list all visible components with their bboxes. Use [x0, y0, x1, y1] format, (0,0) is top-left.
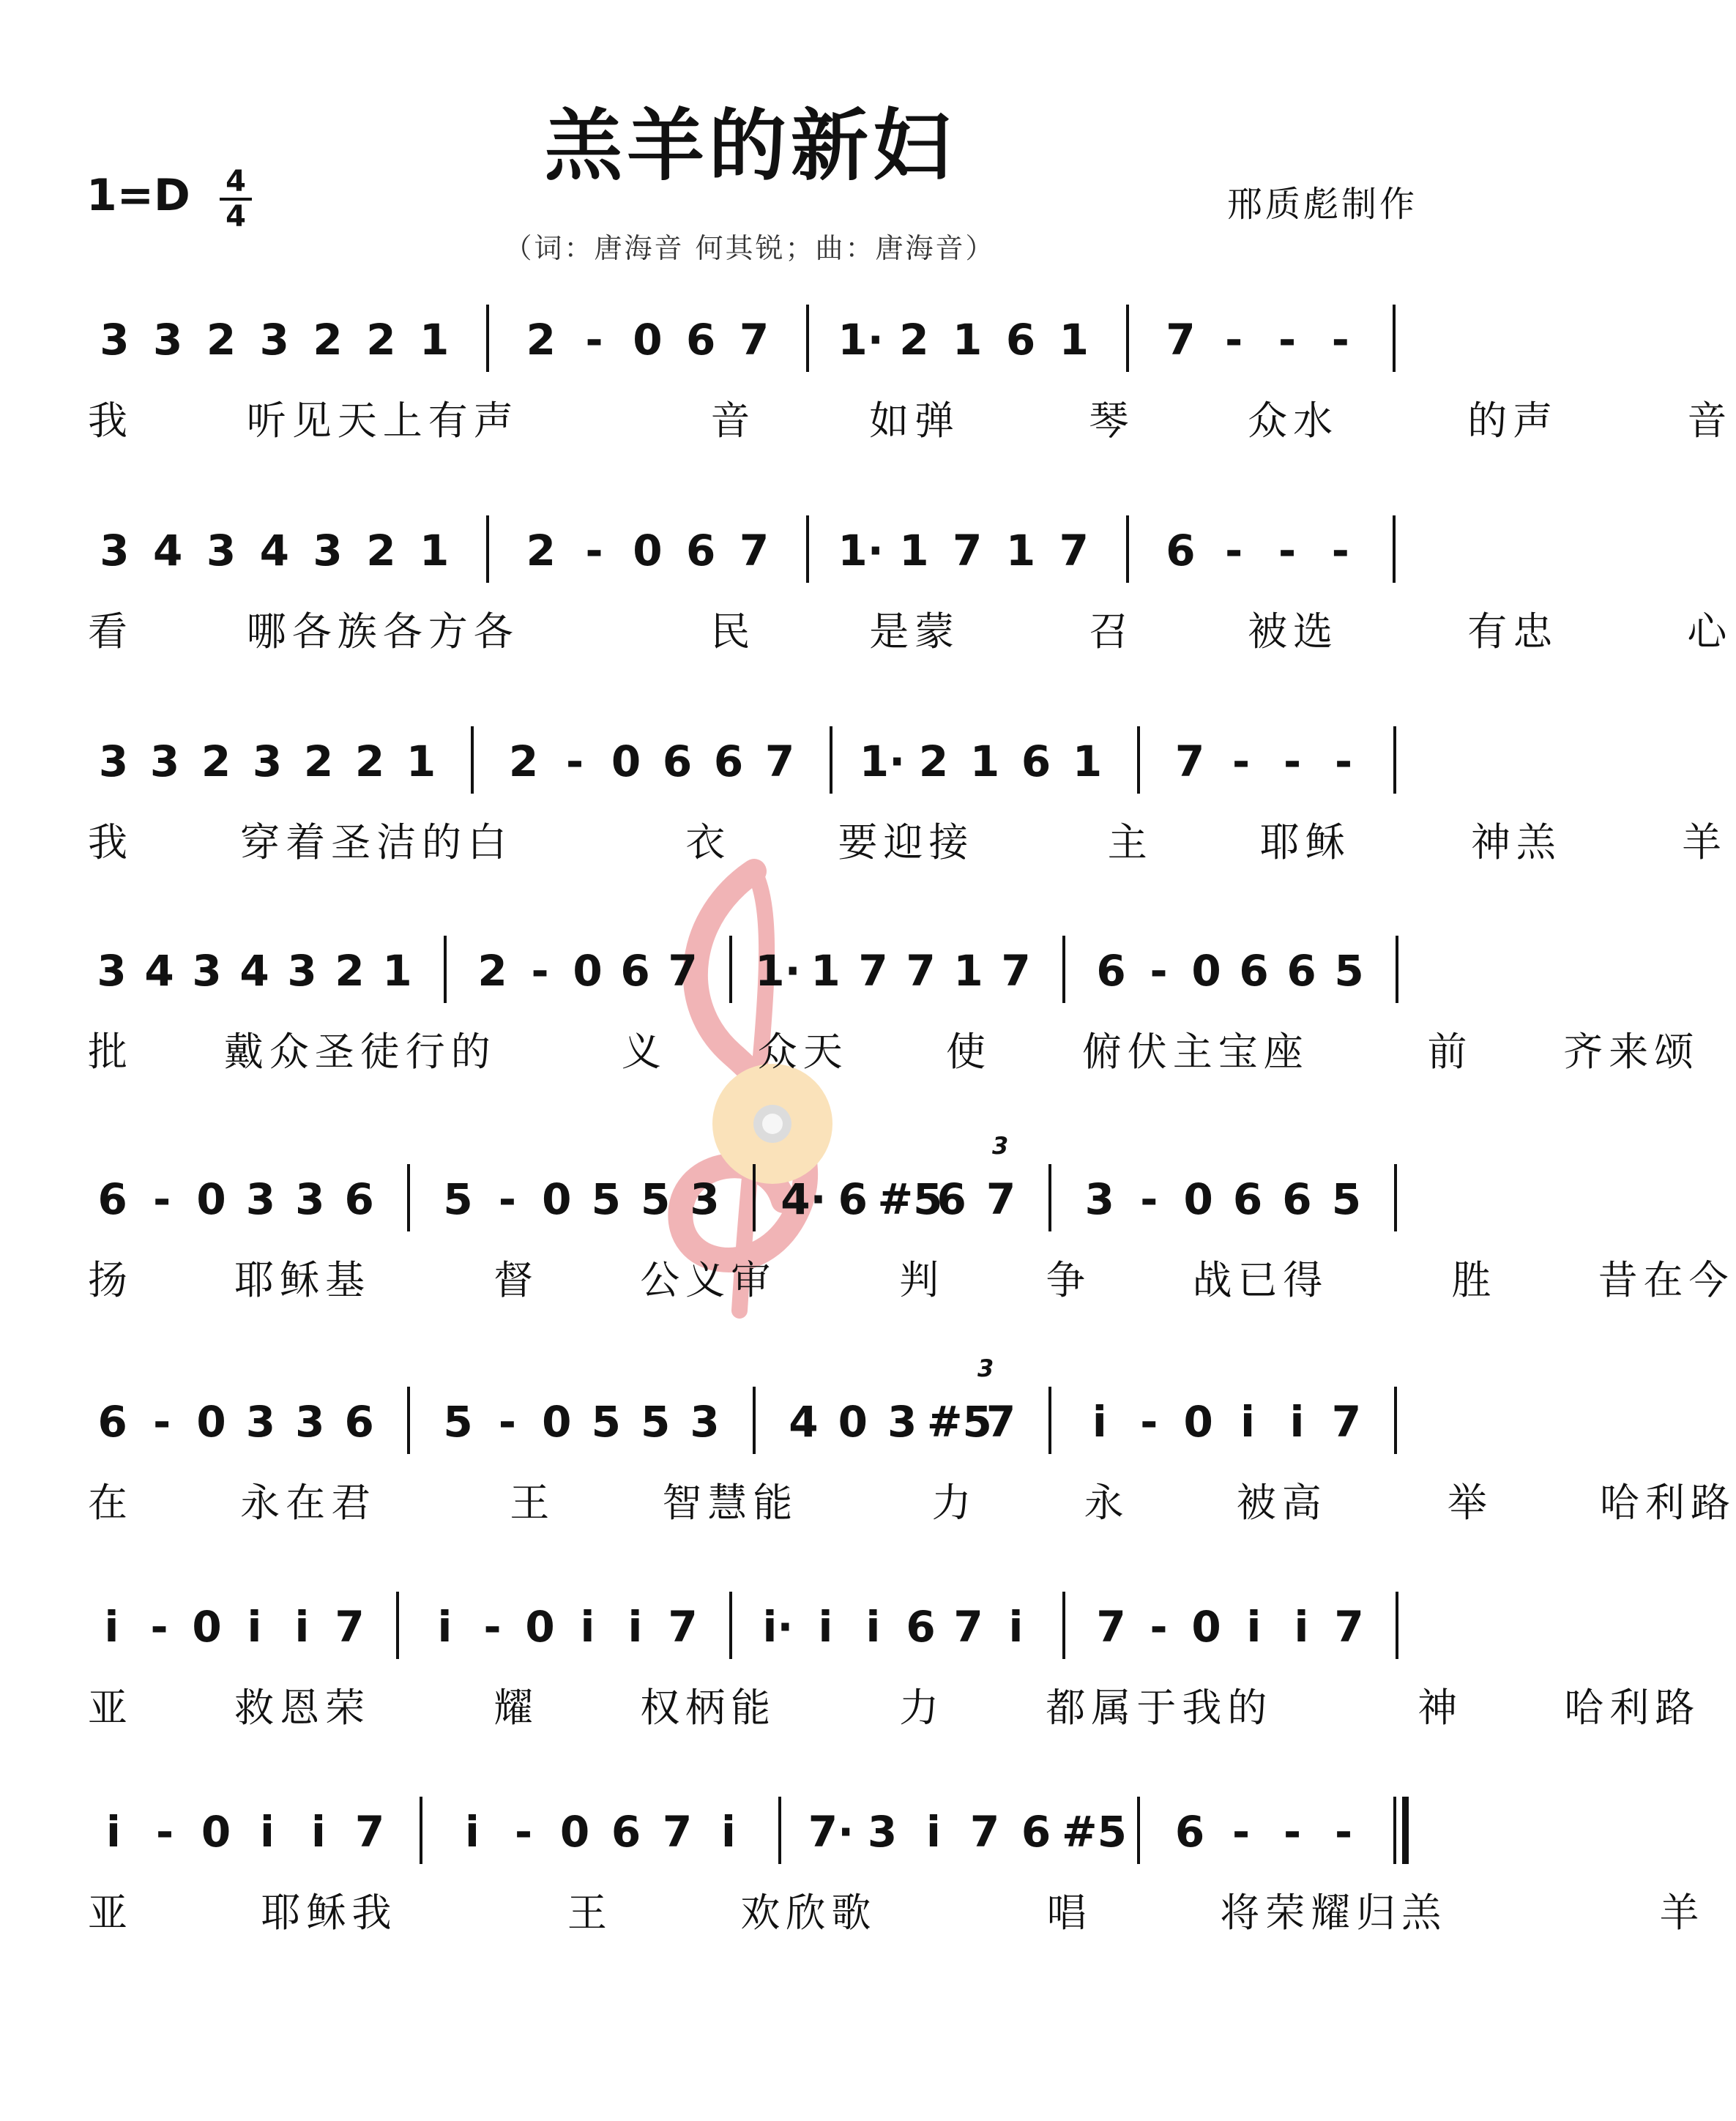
lyric-word: 胜 — [1451, 1257, 1497, 1303]
note: - — [565, 737, 584, 786]
note: 3 — [1084, 1174, 1115, 1224]
lyric-word: 判 — [899, 1257, 945, 1303]
note: 6 — [713, 737, 744, 786]
note: 1 — [406, 737, 436, 786]
note: - — [514, 1807, 533, 1857]
lyric-word: 众水 — [1248, 398, 1339, 444]
lyric-word: 心 — [1687, 608, 1733, 655]
note: 6 — [906, 1602, 936, 1652]
note: 7· — [808, 1807, 854, 1857]
note: 6 — [1021, 1807, 1051, 1857]
note: 6 — [1174, 1807, 1205, 1857]
note: 7 — [953, 1602, 983, 1652]
lyric-word: 我 — [88, 398, 133, 444]
note: 7 — [662, 1807, 693, 1857]
lyric-word: 哈利路 — [1600, 1480, 1736, 1526]
note: 6 — [1282, 1174, 1312, 1224]
note: 6 — [344, 1174, 374, 1224]
lyric-word: 戴众圣徒行的 — [223, 1029, 496, 1075]
lyric-word: 看 — [88, 608, 133, 655]
note: 3 — [252, 737, 283, 786]
note: i — [627, 1602, 643, 1652]
note: 6 — [662, 737, 693, 786]
note: - — [1225, 315, 1243, 365]
note: - — [585, 315, 603, 365]
note: i — [865, 1602, 881, 1652]
note: - — [498, 1397, 516, 1447]
note: - — [153, 1397, 171, 1447]
lyric-word: 前 — [1427, 1029, 1473, 1075]
note: 1· — [838, 315, 884, 365]
note: - — [1331, 315, 1349, 365]
note: 5 — [1331, 1174, 1362, 1224]
note: 7 — [1096, 1602, 1126, 1652]
note: i — [721, 1807, 736, 1857]
note: - — [483, 1602, 502, 1652]
note: 0 — [611, 737, 641, 786]
lyric-word: 哈利路 — [1564, 1685, 1701, 1731]
note: 1 — [899, 526, 929, 575]
note: 2 — [201, 737, 231, 786]
note: i — [818, 1602, 833, 1652]
author-credit: 邢质彪制作 — [1226, 184, 1418, 225]
note: 7 — [354, 1807, 385, 1857]
note: 0 — [192, 1602, 222, 1652]
note: 6 — [1239, 946, 1269, 996]
note: i — [1092, 1397, 1107, 1447]
note: 4 — [259, 526, 289, 575]
note: 0 — [1183, 1397, 1213, 1447]
note: 4 — [789, 1397, 819, 1447]
lyric-word: 羊 — [1682, 819, 1728, 865]
note: 3 — [98, 737, 129, 786]
note: 2 — [335, 946, 365, 996]
note: - — [1331, 526, 1349, 575]
lyric-word: 神羔 — [1470, 819, 1562, 865]
lyric-word: 力 — [899, 1685, 945, 1731]
lyric-word: 耶稣基 — [234, 1257, 371, 1303]
note: #5 — [1062, 1807, 1127, 1857]
lyric-word: 我 — [88, 819, 133, 865]
note: i — [247, 1602, 262, 1652]
note: 0 — [196, 1397, 226, 1447]
note: 3 — [295, 1174, 325, 1224]
lyric-word: 将荣耀归羔 — [1220, 1890, 1448, 1936]
note: 2 — [354, 737, 385, 786]
note: 7 — [1059, 526, 1089, 575]
note: - — [1334, 737, 1353, 786]
lyric-word: 被选 — [1248, 608, 1339, 655]
lyric-word: 主 — [1107, 819, 1153, 865]
note: 3 — [690, 1397, 720, 1447]
note: - — [1225, 526, 1243, 575]
note: 1 — [969, 737, 1000, 786]
note: 1· — [838, 526, 884, 575]
note: 1 — [420, 526, 450, 575]
lyric-word: 亚 — [88, 1890, 133, 1936]
note: 7 — [1001, 946, 1031, 996]
lyric-word: 扬 — [88, 1257, 133, 1303]
note: 5 — [443, 1174, 473, 1224]
note: #5 — [926, 1397, 992, 1447]
note: i — [294, 1602, 310, 1652]
note: 0 — [1183, 1174, 1213, 1224]
lyric-word: 争 — [1046, 1257, 1092, 1303]
note: i· — [762, 1602, 794, 1652]
note: 6 — [620, 946, 650, 996]
note: 6 — [1021, 737, 1051, 786]
lyric-word: 公义审 — [640, 1257, 777, 1303]
note: 2 — [899, 315, 929, 365]
note: 7 — [764, 737, 795, 786]
note: 0 — [633, 315, 663, 365]
note: 2 — [206, 315, 236, 365]
note: 6 — [686, 526, 716, 575]
notation-line — [0, 1807, 1500, 1873]
lyric-word: 王 — [510, 1480, 556, 1526]
note: i — [1240, 1397, 1255, 1447]
note: 5 — [640, 1174, 671, 1224]
note: i — [926, 1807, 941, 1857]
note: - — [1334, 1807, 1353, 1857]
note: 5 — [591, 1174, 621, 1224]
note: i — [1008, 1602, 1024, 1652]
lyric-word: 衣 — [685, 819, 731, 865]
note: - — [1150, 1602, 1168, 1652]
note: 2 — [508, 737, 539, 786]
lyric-word: 批 — [88, 1029, 133, 1075]
meter-top: 4 — [226, 165, 246, 198]
lyric-word: 羊 — [1659, 1890, 1705, 1936]
notation-line — [0, 1602, 1500, 1668]
lyric-word: 哪各族各方各 — [246, 608, 519, 655]
note: 1 — [1059, 315, 1089, 365]
note: 2 — [477, 946, 507, 996]
note: - — [498, 1174, 516, 1224]
lyric-word: 音 — [710, 398, 756, 444]
note: 7 — [668, 1602, 698, 1652]
note: 0 — [1191, 1602, 1221, 1652]
note: 7 — [986, 1397, 1016, 1447]
note: 6 — [686, 315, 716, 365]
lyric-word: 王 — [567, 1890, 613, 1936]
lyric-word: 听见天上有声 — [246, 398, 519, 444]
lyric-word: 是蒙 — [869, 608, 961, 655]
note: 3 — [690, 1174, 720, 1224]
note: 3 — [287, 946, 317, 996]
note: 0 — [542, 1397, 572, 1447]
note: 7 — [668, 946, 698, 996]
note: 7 — [1334, 1602, 1364, 1652]
lyric-word: 都属于我的 — [1046, 1685, 1273, 1731]
note: 4 — [144, 946, 174, 996]
note: 6 — [1232, 1174, 1263, 1224]
note: 3 — [153, 315, 183, 365]
note: 7 — [1331, 1397, 1362, 1447]
note: 1 — [953, 946, 983, 996]
note: - — [1283, 737, 1302, 786]
note: - — [1150, 946, 1168, 996]
note: 1 — [1005, 526, 1036, 575]
lyric-word: 举 — [1447, 1480, 1493, 1526]
note: 5 — [1334, 946, 1364, 996]
note: 6 — [1005, 315, 1036, 365]
lyric-word: 召 — [1089, 608, 1135, 655]
lyric-word: 永在君 — [240, 1480, 377, 1526]
lyric-word: 唱 — [1046, 1890, 1092, 1936]
lyric-word: 俯伏主宝座 — [1081, 1029, 1309, 1075]
note: 0 — [525, 1602, 555, 1652]
key-signature: 1=D — [86, 170, 190, 221]
lyric-word: 耶稣 — [1259, 819, 1351, 865]
lyric-word: 欢欣歌 — [740, 1890, 877, 1936]
note: - — [585, 526, 603, 575]
note: 7 — [739, 315, 770, 365]
note: 2 — [366, 315, 396, 365]
note: 6 — [838, 1174, 868, 1224]
triplet-mark: 3 — [992, 1132, 1009, 1160]
lyric-word: 使 — [946, 1029, 991, 1075]
song-title: 羔羊的新妇 — [545, 101, 955, 191]
note: 7 — [969, 1807, 1000, 1857]
note: 0 — [559, 1807, 590, 1857]
lyric-word: 的声 — [1467, 398, 1559, 444]
note: 0 — [633, 526, 663, 575]
note: 3 — [245, 1174, 276, 1224]
triplet-mark: 3 — [977, 1354, 994, 1382]
lyric-word: 神 — [1418, 1685, 1464, 1731]
note: 5 — [591, 1397, 621, 1447]
note: 0 — [196, 1174, 226, 1224]
note: 2 — [526, 315, 556, 365]
note: 5 — [640, 1397, 671, 1447]
note: 2 — [918, 737, 949, 786]
note: 7 — [1174, 737, 1205, 786]
note: i — [106, 1807, 121, 1857]
note: 1· — [859, 737, 906, 786]
note: 7 — [739, 526, 770, 575]
note: i — [1289, 1397, 1305, 1447]
note: - — [150, 1602, 168, 1652]
lyric-word: 被高 — [1236, 1480, 1327, 1526]
note: 1 — [382, 946, 412, 996]
note: 2 — [526, 526, 556, 575]
note: 3 — [192, 946, 222, 996]
note: 0 — [573, 946, 603, 996]
note: - — [1283, 1807, 1302, 1857]
lyric-word: 民 — [710, 608, 756, 655]
note: i — [465, 1807, 480, 1857]
note: - — [155, 1807, 174, 1857]
lyric-word: 权柄能 — [640, 1685, 777, 1731]
note: - — [1232, 1807, 1251, 1857]
note: 7 — [906, 946, 936, 996]
note: 3 — [867, 1807, 898, 1857]
note: 2 — [303, 737, 334, 786]
note: 3 — [97, 946, 127, 996]
notation-line — [0, 315, 1500, 381]
note: 7 — [858, 946, 888, 996]
lyric-word: 昔在今 — [1598, 1257, 1735, 1303]
lyric-word: 在 — [88, 1480, 133, 1526]
notation-line — [0, 526, 1500, 592]
note: 4 — [239, 946, 269, 996]
note: i — [1246, 1602, 1262, 1652]
notation-line — [0, 737, 1500, 802]
lyric-word: 力 — [931, 1480, 977, 1526]
lyric-word: 琴 — [1089, 398, 1135, 444]
note: - — [1140, 1174, 1158, 1224]
note: 5 — [443, 1397, 473, 1447]
note: 6 — [97, 1174, 127, 1224]
note: 6 — [344, 1397, 374, 1447]
note: 3 — [206, 526, 236, 575]
note: i — [437, 1602, 452, 1652]
lyric-word: 永 — [1084, 1480, 1130, 1526]
lyricist-composer-credits: （词：唐海音 何其锐；曲：唐海音） — [504, 232, 996, 264]
note: - — [1278, 315, 1297, 365]
lyric-word: 耶稣我 — [261, 1890, 398, 1936]
note: 2 — [313, 315, 343, 365]
note: 7 — [986, 1174, 1016, 1224]
note: 3 — [259, 315, 289, 365]
lyric-word: 齐来颂 — [1563, 1029, 1700, 1075]
notation-line — [0, 1397, 1500, 1463]
lyric-word: 救恩荣 — [234, 1685, 371, 1731]
note: - — [153, 1174, 171, 1224]
note: 3 — [100, 315, 130, 365]
note: i — [260, 1807, 275, 1857]
note: - — [1140, 1397, 1158, 1447]
notation-line — [0, 946, 1500, 1012]
lyric-word: 督 — [493, 1257, 540, 1303]
note: - — [1232, 737, 1251, 786]
note: 3 — [313, 526, 343, 575]
note: 1 — [953, 315, 983, 365]
note: 3 — [100, 526, 130, 575]
note: 7 — [335, 1602, 365, 1652]
note: 4· — [781, 1174, 827, 1224]
note: #5 — [877, 1174, 943, 1224]
note: 1 — [420, 315, 450, 365]
note: 7 — [1166, 315, 1196, 365]
lyric-word: 要迎接 — [838, 819, 975, 865]
note: 6 — [936, 1174, 966, 1224]
note: 0 — [201, 1807, 231, 1857]
lyric-word: 亚 — [88, 1685, 133, 1731]
note: 1 — [811, 946, 841, 996]
note: 6 — [1286, 946, 1316, 996]
notation-line — [0, 1174, 1500, 1240]
note: 6 — [1166, 526, 1196, 575]
lyric-word: 耀 — [493, 1685, 540, 1731]
note: 3 — [295, 1397, 325, 1447]
note: i — [1294, 1602, 1309, 1652]
note: - — [1278, 526, 1297, 575]
time-signature — [220, 165, 252, 234]
lyric-word: 战已得 — [1192, 1257, 1329, 1303]
lyric-word: 音 — [1687, 398, 1733, 444]
note: 6 — [611, 1807, 641, 1857]
note: 3 — [149, 737, 180, 786]
lyric-word: 义 — [621, 1029, 667, 1075]
note: - — [531, 946, 549, 996]
lyric-word: 穿着圣洁的白 — [240, 819, 513, 865]
note: 3 — [887, 1397, 917, 1447]
lyric-word: 众天 — [757, 1029, 849, 1075]
note: 7 — [953, 526, 983, 575]
note: 4 — [153, 526, 183, 575]
note: 0 — [1191, 946, 1221, 996]
note: 3 — [245, 1397, 276, 1447]
meter-bottom: 4 — [226, 200, 246, 234]
lyric-word: 如弹 — [869, 398, 961, 444]
note: 1· — [755, 946, 801, 996]
note: i — [580, 1602, 595, 1652]
note: 0 — [838, 1397, 868, 1447]
note: 6 — [1096, 946, 1126, 996]
lyric-word: 有忠 — [1467, 608, 1559, 655]
note: 1 — [1072, 737, 1103, 786]
note: 2 — [366, 526, 396, 575]
note: i — [104, 1602, 119, 1652]
note: 6 — [97, 1397, 127, 1447]
note: i — [311, 1807, 326, 1857]
lyric-word: 智慧能 — [662, 1480, 799, 1526]
note: 0 — [542, 1174, 572, 1224]
